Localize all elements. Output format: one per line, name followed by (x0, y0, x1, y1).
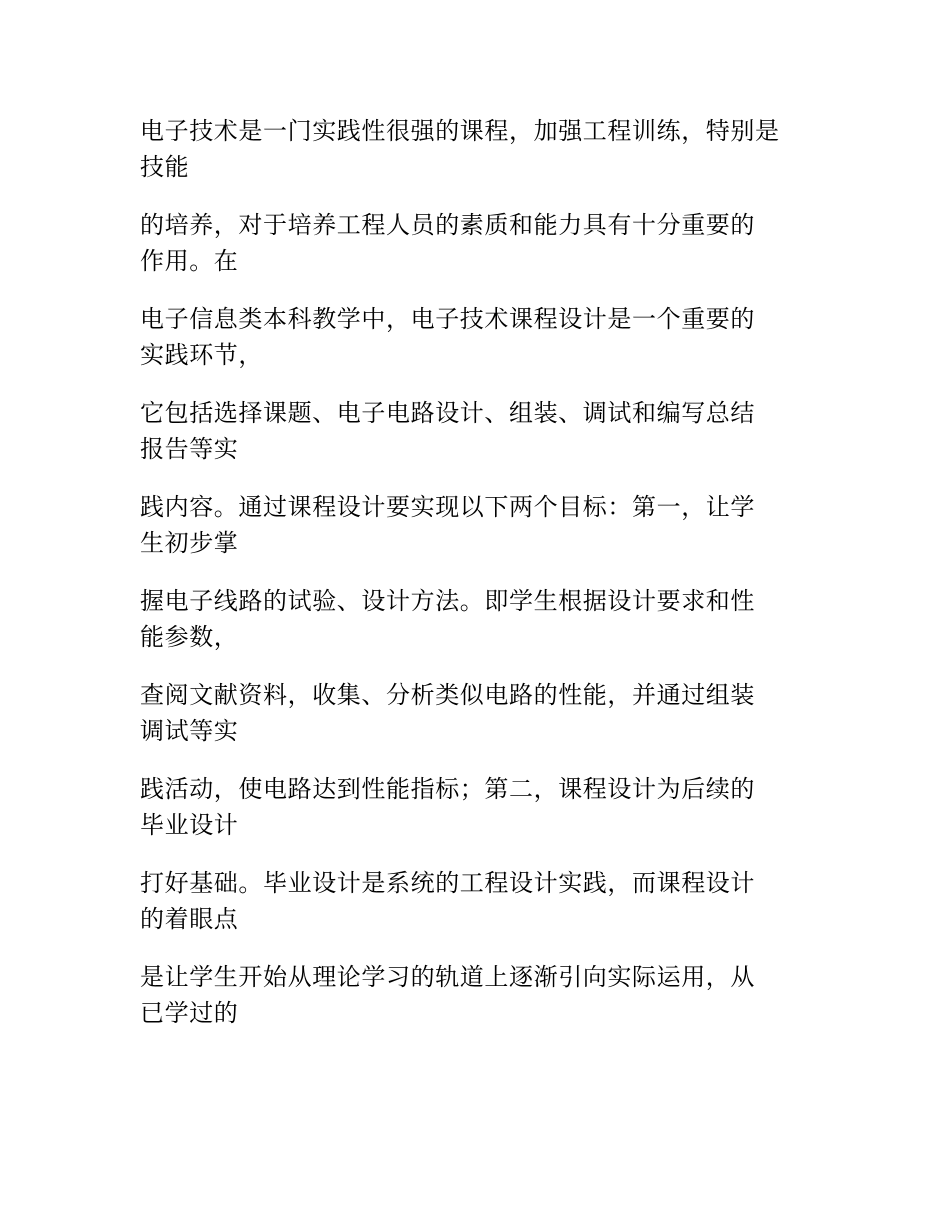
paragraph (140, 301, 820, 373)
paragraph-line: 已学过的 (140, 999, 239, 1027)
paragraph (140, 489, 820, 561)
paragraph-line: 打好基础。毕业设计是系统的工程设计实践，而课程设计 (140, 869, 755, 897)
paragraph-line: 电子信息类本科教学中，电子技术课程设计是一个重要的 (140, 305, 755, 333)
paragraph-line: 生初步掌 (140, 529, 239, 557)
paragraph-line: 作用。在 (140, 247, 239, 275)
paragraph-line: 握电子线路的试验、设计方法。即学生根据设计要求和性 (140, 587, 755, 615)
paragraph (140, 677, 820, 749)
paragraph (140, 771, 820, 843)
paragraph (140, 395, 820, 467)
paragraph-line: 查阅文献资料，收集、分析类似电路的性能，并通过组装 (140, 681, 755, 709)
paragraph-line: 能参数， (140, 623, 239, 651)
paragraph-line: 报告等实 (140, 435, 239, 463)
paragraph-line: 的培养，对于培养工程人员的素质和能力具有十分重要的 (140, 211, 755, 239)
paragraph-line: 的着眼点 (140, 905, 239, 933)
paragraph (140, 865, 820, 937)
paragraph-line: 实践环节， (140, 341, 263, 369)
paragraph-line: 是让学生开始从理论学习的轨道上逐渐引向实际运用，从 (140, 963, 755, 991)
document-body (140, 113, 820, 1053)
paragraph-line: 它包括选择课题、电子电路设计、组装、调试和编写总结 (140, 399, 755, 427)
paragraph-line: 毕业设计 (140, 811, 239, 839)
paragraph-line: 践活动，使电路达到性能指标；第二，课程设计为后续的 (140, 775, 755, 803)
paragraph (140, 207, 820, 279)
paragraph (140, 113, 820, 185)
paragraph (140, 583, 820, 655)
paragraph-line: 调试等实 (140, 717, 239, 745)
paragraph-line: 技能 (140, 153, 190, 181)
paragraph (140, 959, 820, 1031)
paragraph-line: 电子技术是一门实践性很强的课程，加强工程训练，特别是 (140, 117, 780, 145)
paragraph-line: 践内容。通过课程设计要实现以下两个目标：第一，让学 (140, 493, 755, 521)
